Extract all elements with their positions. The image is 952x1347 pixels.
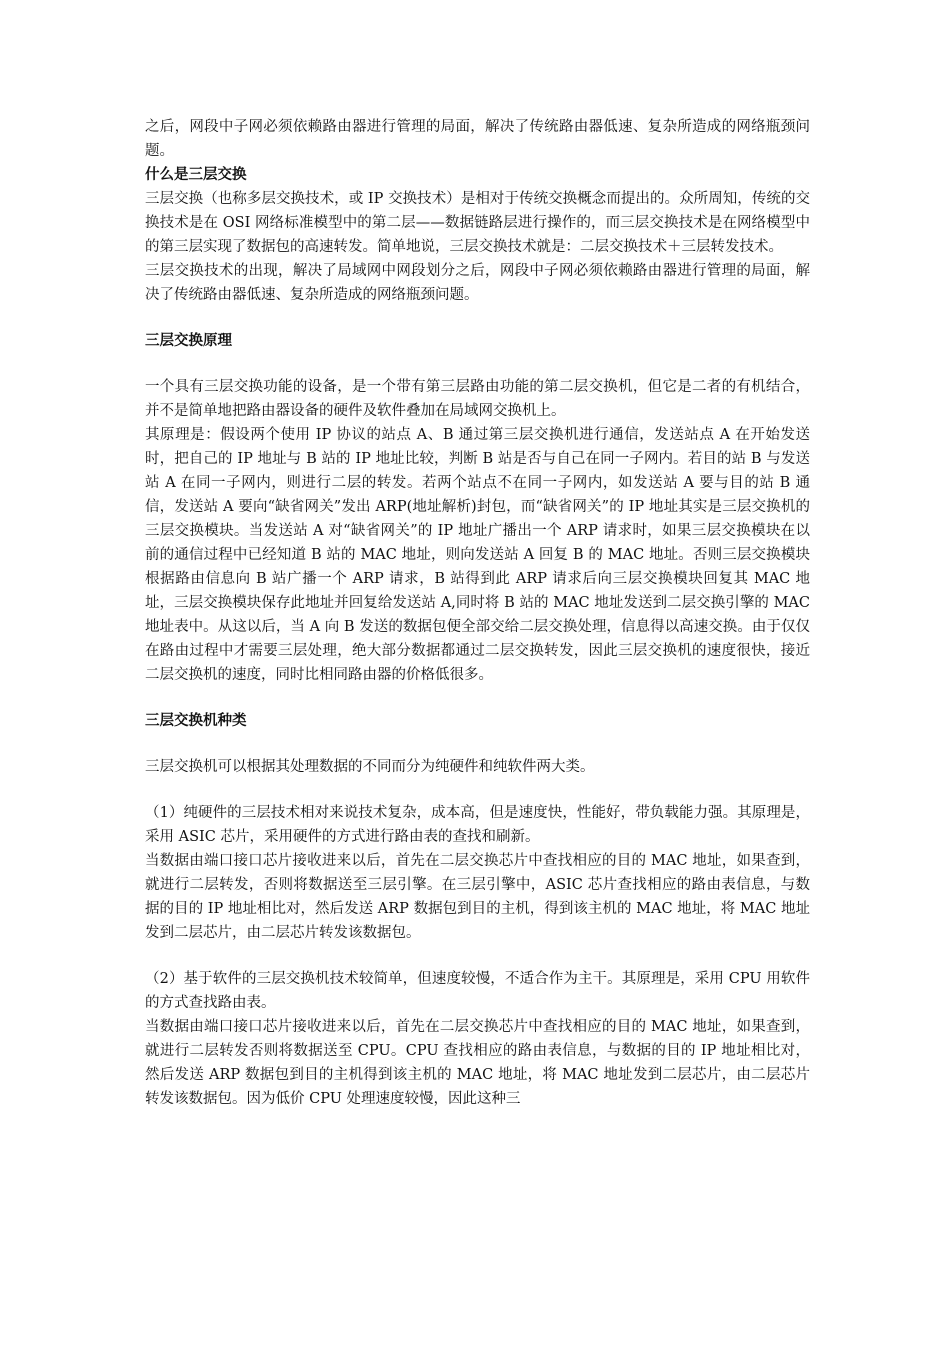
paragraph-l3-types-intro: 三层交换机可以根据其处理数据的不同而分为纯硬件和纯软件两大类。: [145, 759, 595, 775]
spacer: [145, 353, 810, 375]
paragraph-l3-device: 一个具有三层交换功能的设备，是一个带有第三层路由功能的第二层交换机，但它是二者的有机结合，并不是简单地把路由器设备的硬件及软件叠加在局域网交换机上。: [145, 379, 810, 419]
paragraph-l3-principle: 其原理是：假设两个使用 IP 协议的站点 A、B 通过第三层交换机进行通信，发送站点 A 在开始发送时，把自己的 IP 地址与 B 站的 IP 地址比较，判断 B 站是否与自己在同一子网内。若目的站 B 与发送站 A 在同一子网内，则进行二层的转发。若两个站点不在同一子网内，如发送站 A 要与目的站 B 通信，发送站 A 要向“缺省网关”发出 ARP(地址解析)封包，而“缺省网关”的 IP 地址其实是三层交换机的三层交换模块。当发送站 A 对“缺省网关”的 IP 地址广播出一个 ARP 请求时，如果三层交换模块在以前的通信过程中已经知道 B 站的 MAC 地址，则向发送站 A 回复 B 的 MAC 地址。否则三层交换模块根据路由信息向 B 站广播一个 ARP 请求，B 站得到此 ARP 请求后向三层交换模块回复其 MAC 地址，三层交换模块保存此地址并回复给发送站 A,同时将 B 站的 MAC 地址发送到二层交换引擎的 MAC 地址表中。从这以后，当 A 向 B 发送的数据包便全部交给二层交换处理，信息得以高速交换。由于仅仅在路由过程中才需要三层处理，绝大部分数据都通过二层交换转发，因此三层交换机的速度很快，接近二层交换机的速度，同时比相同路由器的价格低很多。: [145, 427, 810, 683]
spacer: [145, 779, 810, 801]
spacer: [145, 687, 810, 709]
paragraph-hardware-l3: （1）纯硬件的三层技术相对来说技术复杂，成本高，但是速度快，性能好，带负载能力强。其原理是，采用 ASIC 芯片，采用硬件的方式进行路由表的查找和刷新。: [145, 805, 810, 845]
spacer: [145, 307, 810, 329]
intro-paragraph: 之后，网段中子网必须依赖路由器进行管理的局面，解决了传统路由器低速、复杂所造成的网络瓶颈问题。: [145, 119, 810, 159]
paragraph-hardware-l3-process: 当数据由端口接口芯片接收进来以后，首先在二层交换芯片中查找相应的目的 MAC 地址，如果查到，就进行二层转发，否则将数据送至三层引擎。在三层引擎中，ASIC 芯片查找相应的路由表信息，与数据的目的 IP 地址相比对，然后发送 ARP 数据包到目的主机，得到该主机的 MAC 地址，将 MAC 地址发到二层芯片，由二层芯片转发该数据包。: [145, 853, 810, 941]
paragraph-software-l3-process: 当数据由端口接口芯片接收进来以后，首先在二层交换芯片中查找相应的目的 MAC 地址，如果查到，就进行二层转发否则将数据送至 CPU。CPU 查找相应的路由表信息，与数据的目的 IP 地址相比对，然后发送 ARP 数据包到目的主机得到该主机的 MAC 地址，将 MAC 地址发到二层芯片，由二层芯片转发该数据包。因为低价 CPU 处理速度较慢，因此这种三: [145, 1019, 810, 1107]
spacer: [145, 945, 810, 967]
section-heading-what-is-l3: 什么是三层交换: [145, 167, 247, 183]
spacer: [145, 733, 810, 755]
section-heading-l3-types: 三层交换机种类: [145, 713, 247, 729]
paragraph-software-l3: （2）基于软件的三层交换机技术较简单，但速度较慢，不适合作为主干。其原理是，采用 CPU 用软件的方式查找路由表。: [145, 971, 810, 1011]
paragraph-l3-emergence: 三层交换技术的出现，解决了局域网中网段划分之后，网段中子网必须依赖路由器进行管理的局面，解决了传统路由器低速、复杂所造成的网络瓶颈问题。: [145, 263, 810, 303]
document-page: [145, 115, 810, 1111]
paragraph-l3-definition: 三层交换（也称多层交换技术，或 IP 交换技术）是相对于传统交换概念而提出的。众所周知，传统的交换技术是在 OSI 网络标准模型中的第二层——数据链路层进行操作的，而三层交换技术是在网络模型中的第三层实现了数据包的高速转发。简单地说，三层交换技术就是：二层交换技术＋三层转发技术。: [145, 191, 810, 255]
section-heading-l3-principle: 三层交换原理: [145, 333, 232, 349]
